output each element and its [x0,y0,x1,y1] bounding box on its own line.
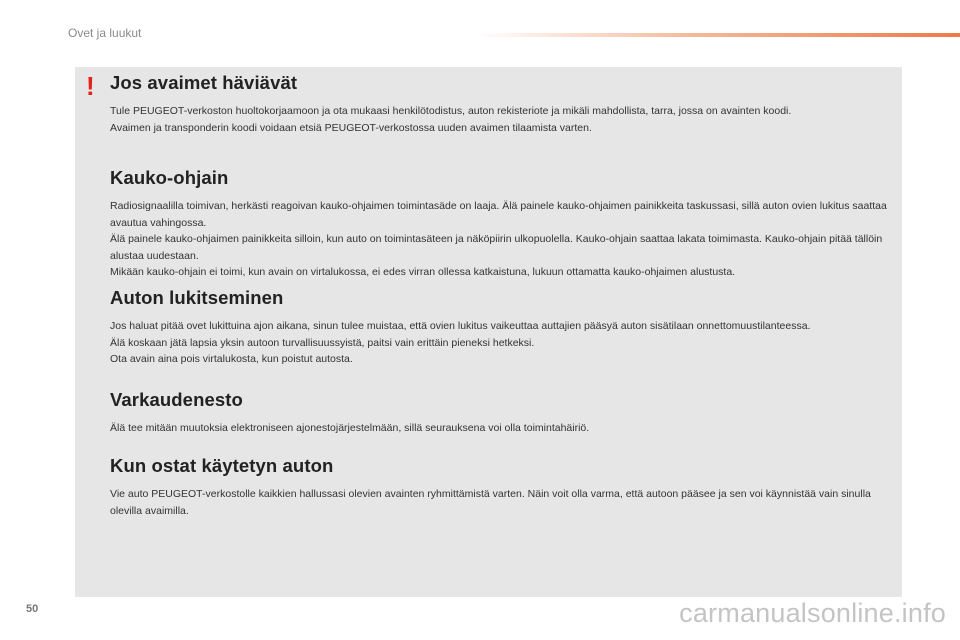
section-paragraph: Radiosignaalilla toimivan, herkästi reagoivan kauko-ohjaimen toimintasäde on laaja. Älä painele kauko-ohjaimen painikkeita taskussasi, sillä auton ovien lukitus saattaa avautua vahingossa. [110,200,887,229]
watermark: carmanualsonline.info [679,598,946,628]
section-paragraph: Jos haluat pitää ovet lukittuina ajon aikana, sinun tulee muistaa, että ovien lukitus vaikeuttaa auttajien pääsyä auton sisätilaan onnettomuustilanteessa. [110,320,811,332]
section-paragraph: Älä koskaan jätä lapsia yksin autoon turvallisuussyistä, paitsi vain erittäin pieneksi hetkeksi. [110,336,535,349]
section-anti-theft [110,389,890,437]
section-paragraph: Älä tee mitään muutoksia elektroniseen ajonestojärjestelmään, sillä seurauksena voi olla toimintahäiriö. [110,422,590,434]
exclamation-warning-icon: ! [86,71,95,101]
header-gradient-bar [478,33,960,37]
section-title: Kauko-ohjain [110,167,229,188]
section-title: Varkaudenesto [110,389,243,410]
section-paragraph: Mikään kauko-ohjain ei toimi, kun avain on virtalukossa, ei edes virran ollessa katkaistuna, lukuun ottamatta kauko-ohjaimen alustusta. [110,266,736,278]
section-lost-keys [110,72,890,136]
section-title: Auton lukitseminen [110,287,284,308]
section-used-car [110,455,890,519]
chapter-title: Ovet ja luukut [68,26,142,40]
section-paragraph: Avaimen ja transponderin koodi voidaan etsiä PEUGEOT-verkostossa uuden avaimen tilaamista varten. [110,121,592,134]
page-number: 50 [26,603,39,615]
section-paragraph: Ota avain aina pois virtalukosta, kun poistut autosta. [110,353,353,365]
section-title: Jos avaimet häviävät [110,72,298,93]
section-title: Kun ostat käytetyn auton [110,455,334,476]
section-paragraph: Tule PEUGEOT-verkoston huoltokorjaamoon ja ota mukaasi henkilötodistus, auton rekisteriote ja mikäli mahdollista, tarra, jossa on avainten koodi. [110,105,792,117]
section-paragraph: Vie auto PEUGEOT-verkostolle kaikkien hallussasi olevien avainten ryhmittämistä varten. Näin voit olla varma, että autoon pääsee ja sen voi käynnistää vain sinulla olevilla avaimilla. [110,488,871,517]
section-paragraph: Älä painele kauko-ohjaimen painikkeita silloin, kun auto on toimintasäteen ja näköpiirin ulkopuolella. Kauko-ohjain saattaa lakata toimimasta. Kauko-ohjain pitää tällöin alustaa uudestaan. [110,233,883,262]
section-remote-control [110,167,890,281]
section-locking [110,287,890,368]
